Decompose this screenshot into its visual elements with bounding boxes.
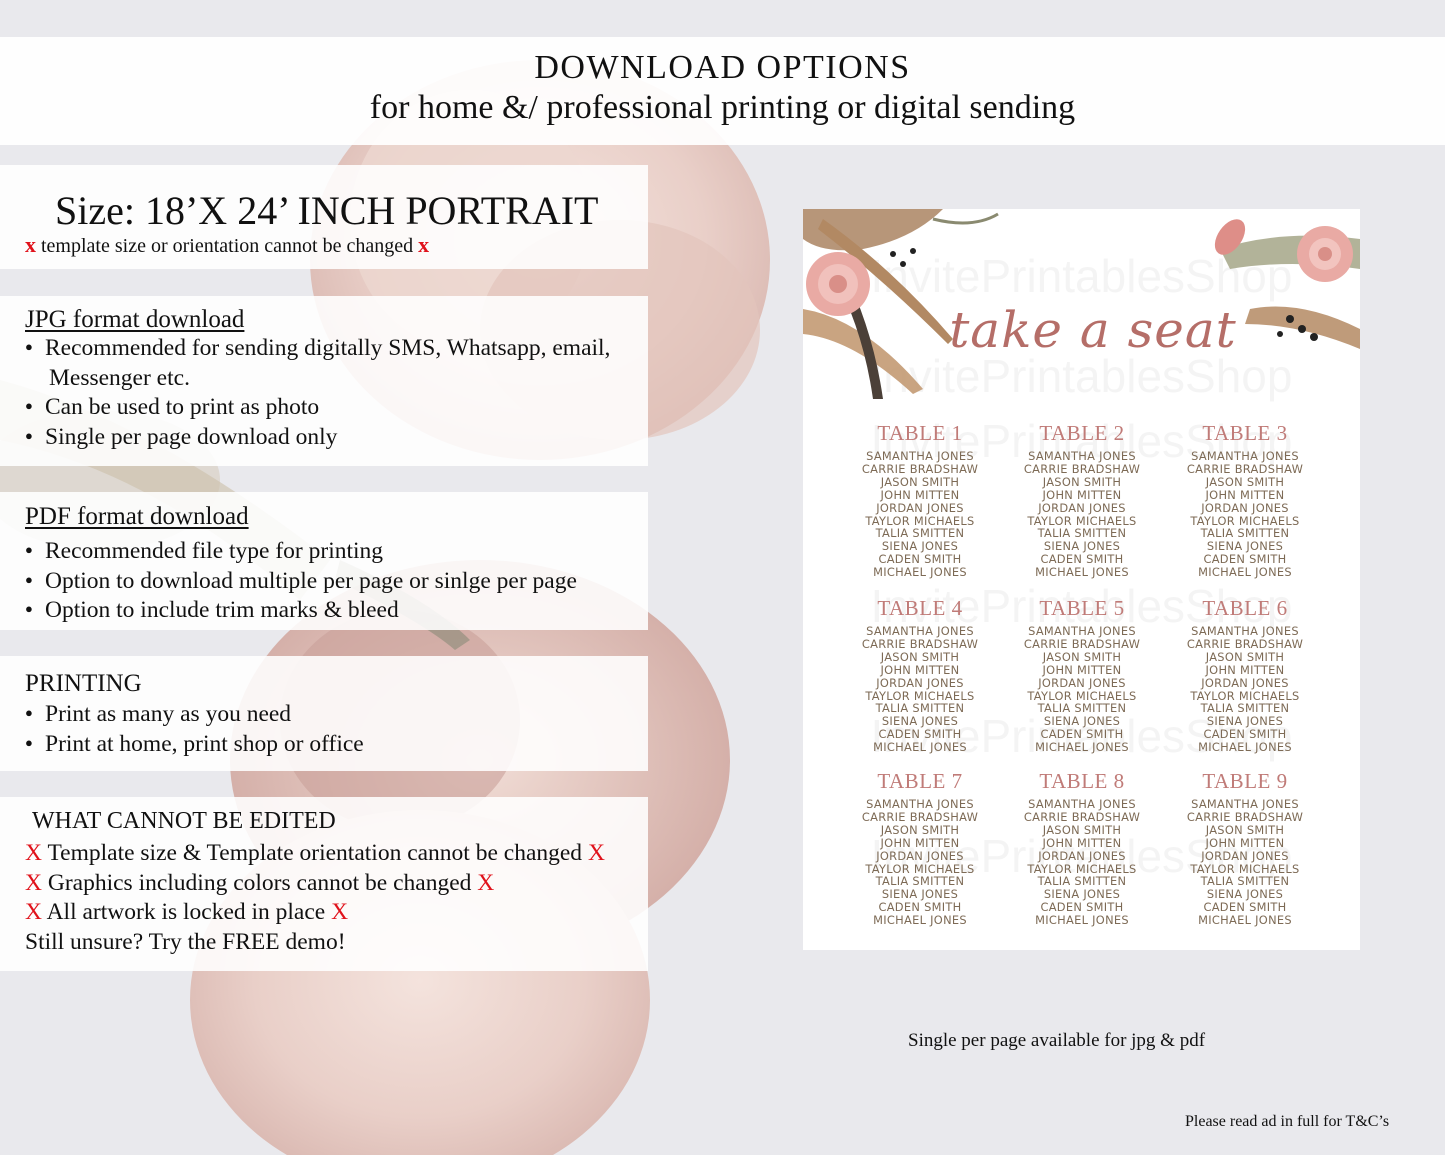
guest-name: JASON SMITH <box>1205 822 1285 837</box>
guest-name: SIENA JONES <box>1043 714 1121 729</box>
guest-name: SIENA JONES <box>881 887 959 902</box>
bullet-icon: ● <box>25 704 33 720</box>
guest-name: MICHAEL JONES <box>1198 913 1292 928</box>
x-mark-icon: X <box>25 899 42 925</box>
guest-name: JOHN MITTEN <box>1205 662 1285 677</box>
x-mark-icon: X <box>25 870 42 896</box>
guest-name: JORDAN JONES <box>1201 500 1289 515</box>
terms-footnote: Please read ad in full for T&C’s <box>1185 1113 1390 1130</box>
guest-name: TALIA SMITTEN <box>1037 874 1127 889</box>
size-note <box>25 232 429 258</box>
guest-name: JOHN MITTEN <box>880 835 960 850</box>
guest-name: CADEN SMITH <box>878 727 962 742</box>
table-block <box>835 596 1005 754</box>
guest-name: CARRIE BRADSHAW <box>1023 461 1141 476</box>
bullet-icon: ● <box>25 541 33 557</box>
guest-name: SIENA JONES <box>1043 887 1121 902</box>
x-mark-icon: X <box>25 840 42 866</box>
guest-name: JORDAN JONES <box>1201 848 1289 863</box>
guest-name: CARRIE BRADSHAW <box>861 636 979 651</box>
guest-name: CARRIE BRADSHAW <box>1023 809 1141 824</box>
guest-name: MICHAEL JONES <box>1198 565 1292 580</box>
guest-name: SAMANTHA JONES <box>1191 797 1299 811</box>
guest-name: CADEN SMITH <box>878 900 962 915</box>
size-note-text: template size or orientation cannot be changed <box>41 235 414 257</box>
guest-name: JOHN MITTEN <box>1042 487 1122 502</box>
printing-panel-title: PRINTING <box>25 670 142 697</box>
guest-name: CADEN SMITH <box>1203 900 1287 915</box>
guest-name: SIENA JONES <box>881 714 959 729</box>
jpg-bullet: ● Single per page download only <box>25 424 338 450</box>
guest-name: CARRIE BRADSHAW <box>861 461 979 476</box>
table-title: TABLE 7 <box>877 769 963 793</box>
printing-bullet: ● Print as many as you need <box>25 701 292 727</box>
table-title: TABLE 8 <box>1039 769 1125 793</box>
guest-name: MICHAEL JONES <box>1035 565 1129 580</box>
table-title: TABLE 4 <box>877 596 963 620</box>
guest-name: TALIA SMITTEN <box>1200 701 1290 716</box>
table-title: TABLE 6 <box>1202 596 1288 620</box>
guest-name: TAYLOR MICHAELS <box>865 861 975 876</box>
jpg-bullet: ● Recommended for sending digitally SMS, Whatsapp, email, <box>25 335 611 361</box>
bullet-icon: ● <box>25 734 33 750</box>
x-mark-icon: X <box>331 899 349 925</box>
header-subtitle: for home &/ professional printing or digital sending <box>369 89 1076 126</box>
table-block <box>835 769 1005 927</box>
guest-name: TALIA SMITTEN <box>875 701 965 716</box>
guest-name: TALIA SMITTEN <box>1200 526 1290 541</box>
cannot-edit-item: X Graphics including colors cannot be changed X <box>25 870 495 896</box>
guest-name: JOHN MITTEN <box>1042 662 1122 677</box>
guest-name: JASON SMITH <box>1042 474 1122 489</box>
header-title: DOWNLOAD OPTIONS <box>534 49 911 86</box>
guest-name: SAMANTHA JONES <box>1028 449 1136 463</box>
guest-name: TAYLOR MICHAELS <box>1190 688 1300 703</box>
guest-name: SIENA JONES <box>1043 539 1121 554</box>
table-block <box>997 421 1167 579</box>
guest-name: MICHAEL JONES <box>873 740 967 755</box>
guest-name: JORDAN JONES <box>876 675 964 690</box>
guest-name: JASON SMITH <box>880 474 960 489</box>
guest-name: SAMANTHA JONES <box>866 449 974 463</box>
guest-name: TAYLOR MICHAELS <box>1190 861 1300 876</box>
guest-name: MICHAEL JONES <box>1035 740 1129 755</box>
jpg-panel <box>0 296 648 466</box>
guest-name: JASON SMITH <box>880 649 960 664</box>
cannot-edit-title: WHAT CANNOT BE EDITED <box>32 808 336 834</box>
guest-name: SAMANTHA JONES <box>1028 797 1136 811</box>
pdf-panel <box>0 492 648 630</box>
guest-name: JORDAN JONES <box>1038 675 1126 690</box>
guest-name: CARRIE BRADSHAW <box>1023 636 1141 651</box>
pdf-bullet: ● Option to download multiple per page or sinlge per page <box>25 568 577 594</box>
guest-name: JASON SMITH <box>880 822 960 837</box>
x-mark-icon: X <box>587 840 605 866</box>
preview-caption: Single per page available for jpg & pdf <box>908 1030 1206 1051</box>
bullet-icon: ● <box>25 600 33 616</box>
guest-name: JORDAN JONES <box>1201 675 1289 690</box>
guest-name: CADEN SMITH <box>878 552 962 567</box>
table-title: TABLE 1 <box>877 421 963 445</box>
guest-name: MICHAEL JONES <box>1198 740 1292 755</box>
take-a-seat-title: take a seat <box>949 301 1237 359</box>
pdf-bullet: ● Recommended file type for printing <box>25 538 384 564</box>
guest-name: JOHN MITTEN <box>1205 835 1285 850</box>
guest-name: JOHN MITTEN <box>880 487 960 502</box>
guest-name: JASON SMITH <box>1042 649 1122 664</box>
x-mark-icon: X <box>477 870 495 896</box>
guest-name: SAMANTHA JONES <box>1028 624 1136 638</box>
x-mark-icon: x <box>418 232 430 257</box>
bullet-icon: ● <box>25 397 33 413</box>
jpg-bullet-continuation: Messenger etc. <box>49 365 190 391</box>
size-panel <box>0 165 648 269</box>
guest-name: CADEN SMITH <box>1203 727 1287 742</box>
guest-name: JORDAN JONES <box>1038 500 1126 515</box>
table-block <box>997 596 1167 754</box>
guest-name: TAYLOR MICHAELS <box>1190 513 1300 528</box>
guest-name: JORDAN JONES <box>1038 848 1126 863</box>
guest-name: CADEN SMITH <box>1203 552 1287 567</box>
bullet-icon: ● <box>25 571 33 587</box>
cannot-edit-item: X All artwork is locked in place X <box>25 899 349 925</box>
guest-name: MICHAEL JONES <box>873 913 967 928</box>
guest-name: TAYLOR MICHAELS <box>1027 513 1137 528</box>
free-demo-text: Still unsure? Try the FREE demo! <box>25 929 346 955</box>
table-title: TABLE 5 <box>1039 596 1125 620</box>
header-banner <box>0 37 1445 145</box>
guest-name: CADEN SMITH <box>1040 900 1124 915</box>
cannot-edit-item: X Template size & Template orientation cannot be changed X <box>25 840 605 866</box>
guest-name: TALIA SMITTEN <box>1200 874 1290 889</box>
guest-name: SIENA JONES <box>1206 714 1284 729</box>
guest-name: CADEN SMITH <box>1040 727 1124 742</box>
guest-name: JORDAN JONES <box>876 848 964 863</box>
guest-name: SAMANTHA JONES <box>866 624 974 638</box>
guest-name: JORDAN JONES <box>876 500 964 515</box>
x-mark-icon: x <box>25 232 36 257</box>
table-title: TABLE 2 <box>1039 421 1125 445</box>
guest-name: JASON SMITH <box>1205 474 1285 489</box>
cannot-edit-panel <box>0 797 648 971</box>
pdf-bullet: ● Option to include trim marks & bleed <box>25 597 399 623</box>
guest-name: MICHAEL JONES <box>1035 913 1129 928</box>
table-block <box>997 769 1167 927</box>
printing-bullet: ● Print at home, print shop or office <box>25 731 364 757</box>
table-block <box>1160 596 1330 754</box>
guest-name: SAMANTHA JONES <box>1191 449 1299 463</box>
guest-name: CADEN SMITH <box>1040 552 1124 567</box>
guest-name: TAYLOR MICHAELS <box>1027 688 1137 703</box>
guest-name: JASON SMITH <box>1205 649 1285 664</box>
printing-panel <box>0 656 648 771</box>
guest-name: SAMANTHA JONES <box>1191 624 1299 638</box>
size-title: Size: 18’X 24’ INCH PORTRAIT <box>55 188 599 233</box>
guest-name: TALIA SMITTEN <box>1037 701 1127 716</box>
guest-name: JOHN MITTEN <box>880 662 960 677</box>
jpg-bullet: ● Can be used to print as photo <box>25 394 320 420</box>
guest-name: TALIA SMITTEN <box>875 526 965 541</box>
bullet-icon: ● <box>25 338 33 354</box>
table-title: TABLE 3 <box>1202 421 1288 445</box>
table-block <box>835 421 1005 579</box>
seating-chart-preview <box>803 209 1360 950</box>
guest-name: CARRIE BRADSHAW <box>1186 636 1304 651</box>
guest-name: JOHN MITTEN <box>1205 487 1285 502</box>
guest-name: SIENA JONES <box>1206 887 1284 902</box>
guest-name: MICHAEL JONES <box>873 565 967 580</box>
guest-name: CARRIE BRADSHAW <box>861 809 979 824</box>
jpg-panel-title: JPG format download <box>25 306 245 333</box>
guest-name: JOHN MITTEN <box>1042 835 1122 850</box>
bullet-icon: ● <box>25 427 33 443</box>
table-block <box>1160 421 1330 579</box>
guest-name: SIENA JONES <box>881 539 959 554</box>
guest-name: SIENA JONES <box>1206 539 1284 554</box>
table-title: TABLE 9 <box>1202 769 1288 793</box>
guest-name: CARRIE BRADSHAW <box>1186 461 1304 476</box>
guest-name: TAYLOR MICHAELS <box>865 513 975 528</box>
guest-name: CARRIE BRADSHAW <box>1186 809 1304 824</box>
guest-name: JASON SMITH <box>1042 822 1122 837</box>
guest-name: SAMANTHA JONES <box>866 797 974 811</box>
guest-name: TAYLOR MICHAELS <box>1027 861 1137 876</box>
table-block <box>1160 769 1330 927</box>
guest-name: TALIA SMITTEN <box>1037 526 1127 541</box>
guest-name: TAYLOR MICHAELS <box>865 688 975 703</box>
guest-name: TALIA SMITTEN <box>875 874 965 889</box>
pdf-panel-title: PDF format download <box>25 503 249 530</box>
